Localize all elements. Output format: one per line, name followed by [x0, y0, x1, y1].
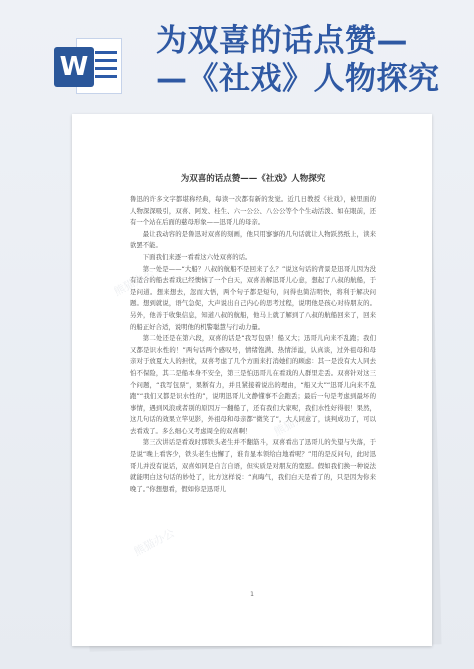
paragraph: 第一处是——“大船？八叔的航船不是回来了么？”说这句话的背景是迅哥儿因为没有适合的船去看戏已经懊恼了一个白天，双喜善解迅哥儿心意，想起了八叔的航船，于是问道。想来想去，忽而大悟，两个句子都是短句，问得也简洁明快，将利于解决问题。想到就说，语气急促，大声说出自己内心的思考过程，说明他是孩心对待朋友的。另外，他善于收集信息，知道八叔的航船，他马上就了解到了八叔的航船回来了，回来的船正好合适，说明他的机警聪慧与行动力量。 [130, 264, 376, 331]
watermark: 熊猫办公 [271, 406, 317, 439]
paragraph: 第三次讲话是看戏时那铁头老生并不翻筋斗，双喜看出了迅哥儿的失望与失落，于是说“晚上看客少，铁头老生也懈了，谁肯显本领给白地看呢？”用的是反问句，此时迅哥儿并没有说话，双喜如同是自言自语，但实质是对朋友的宽慰。假如我们换一种说法就能明白这句话的妙处了，比方这样说：“真晦气，我们白天是看了的，只是因为你来晚了。”你想想看，假如你是迅哥儿 [130, 438, 376, 493]
paragraph: 最让我动容的是鲁迅对双喜的刻画，他只用寥寥的几句话就让人物跃然纸上，读来欲罢不能。 [130, 229, 376, 250]
watermark: 熊猫办公 [111, 266, 157, 299]
paragraph: 下面我们来逐一看看这六处双喜的话。 [142, 252, 252, 261]
banner-title-line-2: —《社戏》人物探究 [156, 61, 440, 97]
paragraph: 鲁迅的许多文字都堪称经典，每读一次都有新的发觉。近几日教授《社戏》，被里面的人物深深吸引，双喜、阿发、桂生、六一公公、八公公等个个生动活泼、如在眼前，还有一个站在后面的慈母形象——迅哥儿的母亲。 [130, 195, 376, 227]
word-logo-icon [54, 38, 124, 94]
watermark: 熊猫办公 [131, 526, 177, 559]
paragraph: 第二处还是在第六段，双喜的话是“我写包票！船又大；迅哥儿向来不乱跑；我们又都是识水性的！”两句话两个感叹号，情绪饱满、热情洋溢，认真谈，过外祖母和母亲对于放夏大人的担忧，双喜考虑了几个方面来打消她们的顾虑：其一是没有大人同去怕不保险，其二是船本身不安全，第三是怕迅哥儿在看戏的人群里走丢。双喜针对这三个问题，“我写包票”，果断有力，并且紧接着说出的理由，“船又大”“迅哥儿向来不乱跑”“我们又都是识水性的”，说明迅哥儿文静懂事不会跑丢；最后一句是考虑到最坏的事情，遇到风浪或者别的原因万一翻船了，还有我们大家呢，我们水性好得很！果然，这几句话的效果立竿见影，外祖母和母亲都“微笑了”，大人同意了，谈判成功了，可以去看戏了。多么细心又考虑周全的双喜啊！ [130, 334, 376, 435]
document-page [72, 114, 432, 646]
word-badge: W [54, 47, 94, 87]
banner-title [156, 22, 468, 98]
banner-title-line-1: 为双喜的话点赞— [156, 23, 408, 59]
document-title: 为双喜的话点赞——《社戏》人物探究 [180, 174, 326, 184]
page-number: 1 [250, 591, 254, 598]
